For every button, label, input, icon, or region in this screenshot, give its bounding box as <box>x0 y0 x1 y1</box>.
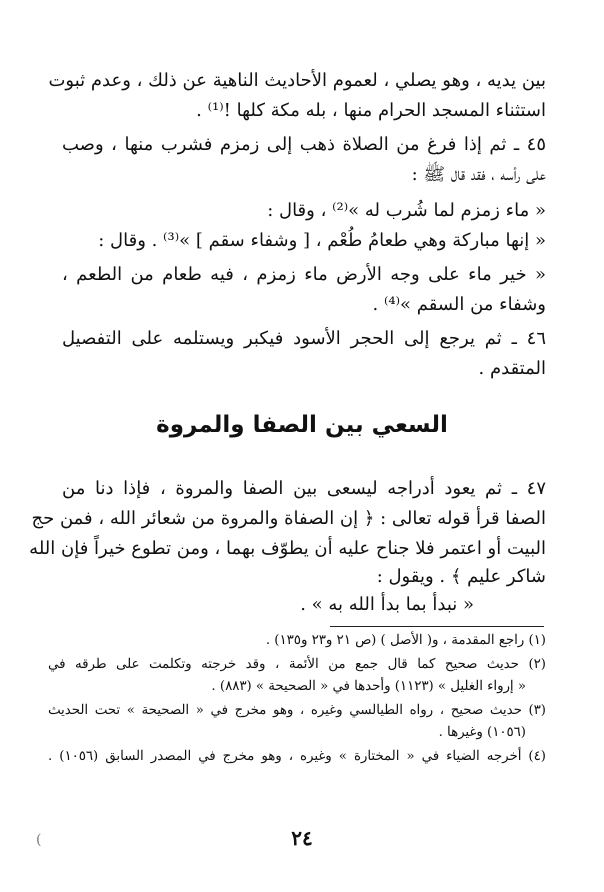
body-line-9: ٤٦ ـ ثم يرجع إلى الحجر الأسود فيكبر ويستلمه على التفصيل <box>62 328 546 349</box>
body-line-5: « ماء زمزم لما شُرب له »⁽²⁾ ، وقال : <box>267 200 546 221</box>
body-line-3: ٤٥ ـ ثم إذا فرغ من الصلاة ذهب إلى زمزم فشرب منها ، وصب <box>62 134 546 155</box>
body-line-4: على رأسه ، فقد قال ﷺ : <box>411 164 546 185</box>
footnote-4: (٤) أخرجه الضياء في « المختارة » وغيره ، وهو مخرج في المصدر السابق (١٠٥٦) . <box>48 749 546 764</box>
body-line-7: « خير ماء على وجه الأرض ماء زمزم ، فيه طعام من الطعم ، <box>62 264 546 285</box>
margin-mark: ( <box>36 832 42 848</box>
section-line-5: « نبدأ بما بدأ الله به » . <box>300 594 474 615</box>
page-number: ٢٤ <box>291 826 313 850</box>
section-line-1: ٤٧ ـ ثم يعود أدراجه ليسعى بين الصفا والمروة ، فإذا دنا من <box>62 478 546 499</box>
body-line-10: المتقدم . <box>478 358 546 379</box>
body-line-2: استثناء المسجد الحرام منها ، بله مكة كلها !⁽¹⁾ . <box>196 100 546 121</box>
section-line-4: شاكر عليم ﴾ . ويقول : <box>376 566 546 587</box>
footnote-2-cont: « إرواء الغليل » (١١٢٣) وأحدها في « الصحيحة » (٨٨٣) . <box>211 679 526 694</box>
footnote-separator <box>330 626 544 627</box>
body-line-6: « إنها مباركة وهي طعامُ طُعْم ، [ وشفاء سقم ] »⁽³⁾ . وقال : <box>98 230 546 251</box>
body-line-8: وشفاء من السقم »⁽⁴⁾ . <box>372 294 546 315</box>
section-heading: السعي بين الصفا والمروة <box>156 412 448 438</box>
section-line-3: البيت أو اعتمر فلا جناح عليه أن يطوّف بهما ، ومن تطوع خيراً فإن الله <box>29 538 546 559</box>
footnote-2: (٢) حديث صحيح كما قال جمع من الأئمة ، وقد خرجته وتكلمت على طرقه في <box>48 657 546 672</box>
footnote-3-cont: (١٠٥٦) وغيرها . <box>438 725 526 740</box>
footnote-1: (١) راجع المقدمة ، و( الأصل ) (ص ٢١ و٢٣ و١٣٥) . <box>265 633 546 648</box>
footnote-3: (٣) حديث صحيح ، رواه الطيالسي وغيره ، وهو مخرج في « الصحيحة » تحت الحديث <box>48 703 546 718</box>
body-line-1: بين يديه ، وهو يصلي ، لعموم الأحاديث الناهية عن ذلك ، وعدم ثبوت <box>48 70 546 91</box>
section-line-2: الصفا قرأ قوله تعالى : ﴿ إن الصفاة والمروة من شعائر الله ، فمن حج <box>31 508 546 529</box>
